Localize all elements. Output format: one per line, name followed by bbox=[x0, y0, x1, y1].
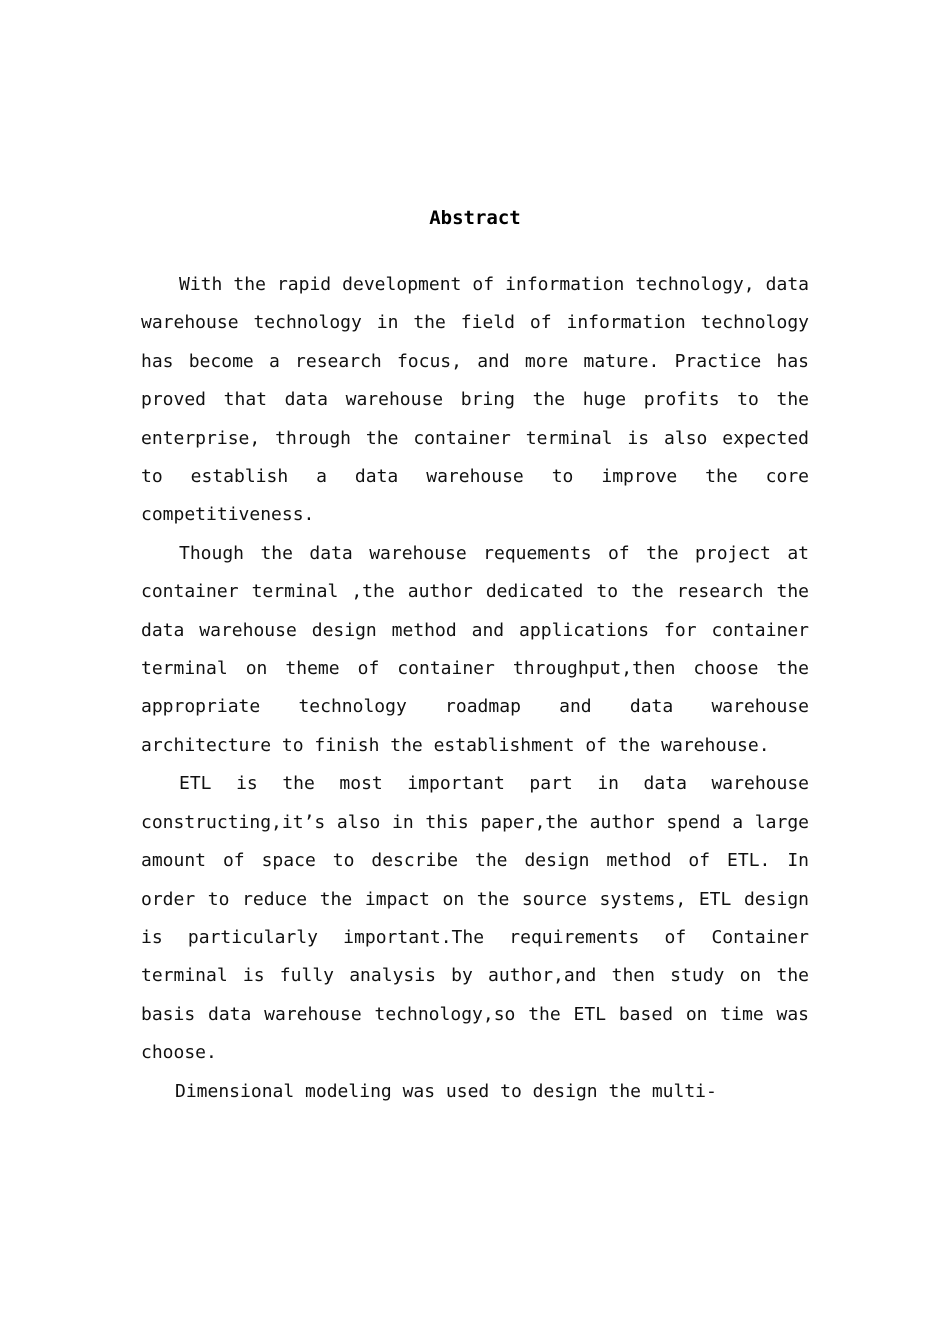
abstract-title: Abstract bbox=[429, 207, 521, 229]
abstract-paragraph-3: ETL is the most important part in data warehouse constructing,it’s also in this paper,the author spend a large amount of space to describe the design method of ETL. In order to reduce the impact on the source systems, ETL design is particularly important.The requirements of Container terminal is fully analysis by author,and then study on the basis data warehouse technology,so the ETL based on time was choose. bbox=[141, 773, 809, 1064]
abstract-paragraph-1: With the rapid development of information technology, data warehouse technology in the field of information technology has become a research focus, and more mature. Practice has proved that data warehouse bring the huge profits to the enterprise, through the container terminal is also expected to establish a data warehouse to improve the core competitiveness. bbox=[141, 274, 809, 526]
abstract-paragraph-4: Dimensional modeling was used to design the multi- bbox=[175, 1080, 717, 1102]
abstract-body bbox=[141, 266, 809, 1111]
abstract-paragraph-2: Though the data warehouse requements of the project at container terminal ,the author dedicated to the research the data warehouse design method and applications for container terminal on theme of container throughput,then choose the appropriate technology roadmap and data warehouse architecture to finish the establishment of the warehouse. bbox=[141, 542, 809, 756]
